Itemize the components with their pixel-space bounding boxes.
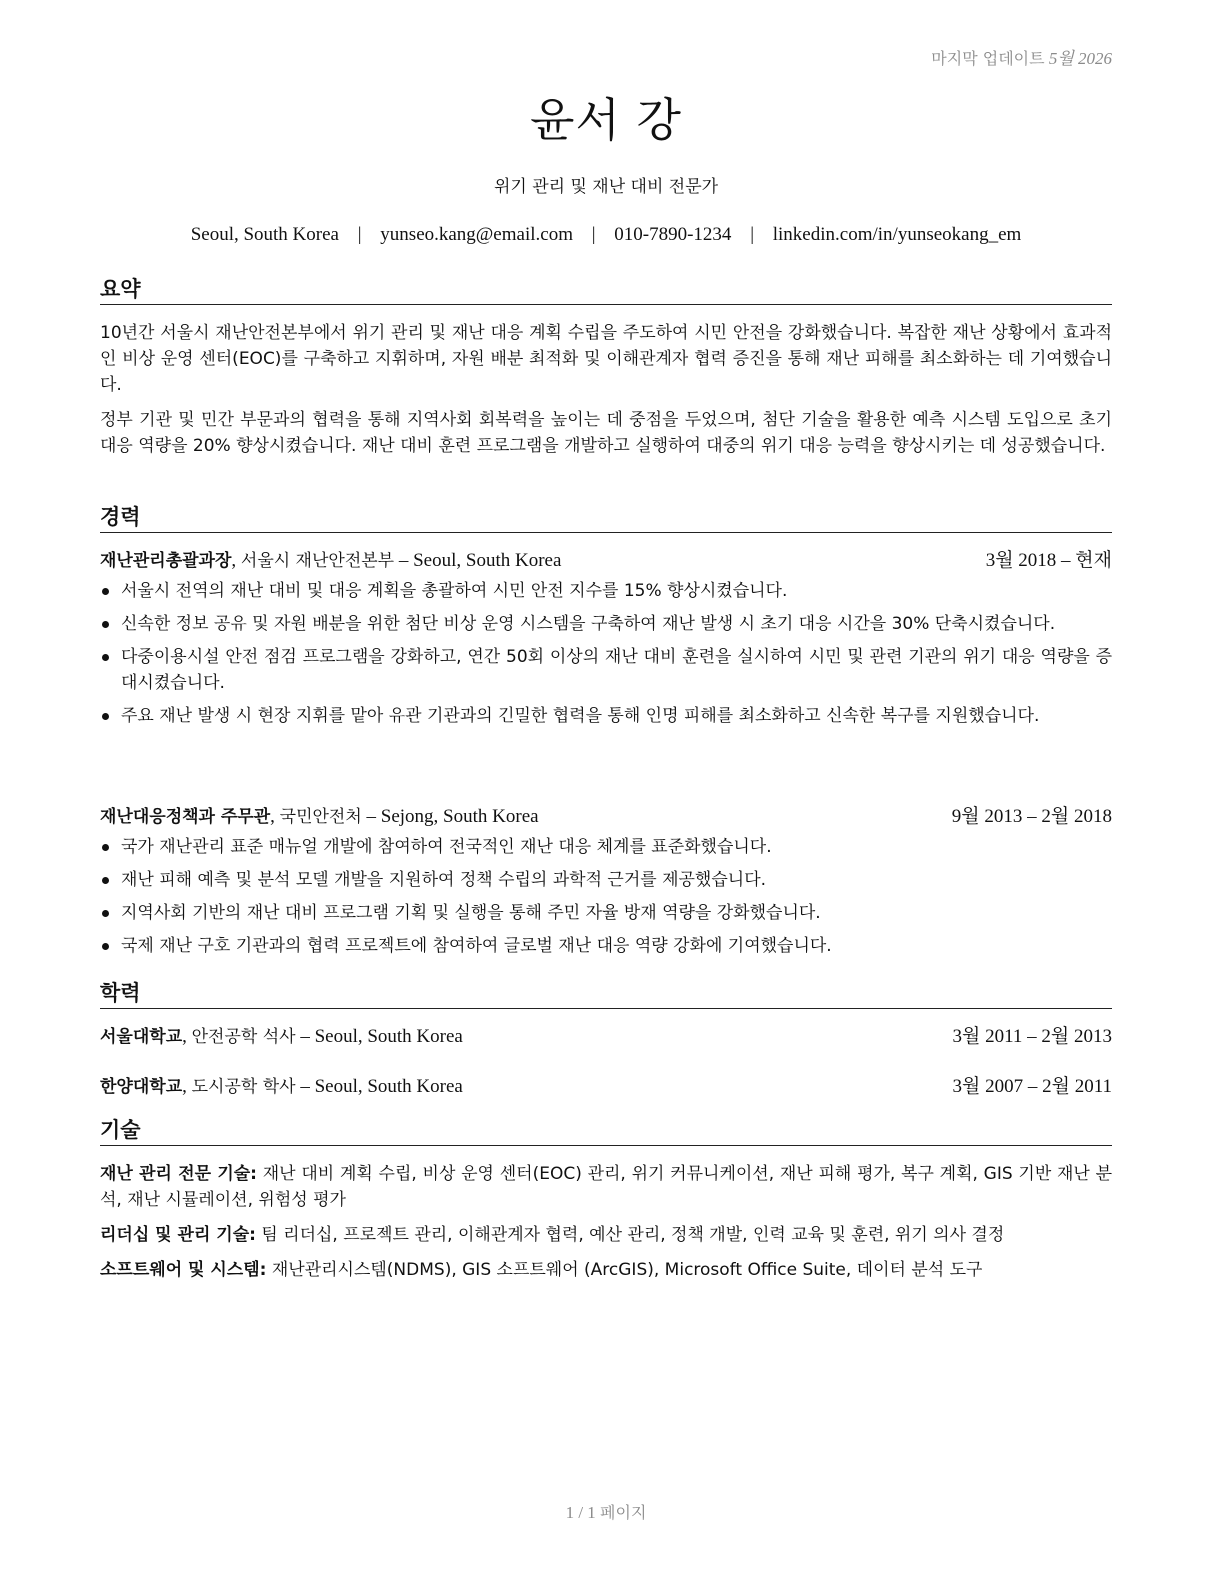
contact-linkedin[interactable]: linkedin.com/in/yunseokang_em [772,224,1022,245]
skill-item [100,1161,1112,1213]
job-bullets [100,834,1112,966]
job-location: Sejong, South Korea [380,806,539,827]
last-updated [931,44,1112,69]
education-item: 한양대학교, 도시공학 학사 – Seoul, South Korea 3월 2007 – 2월 2011 [100,1074,1112,1100]
bullet-icon [102,621,109,628]
job-location: Seoul, South Korea [413,550,562,571]
job-dates: 3월 2018 – 현재 [985,550,1112,571]
education-item: 서울대학교, 안전공학 석사 – Seoul, South Korea 3월 2011 – 2월 2013 [100,1024,1112,1050]
job-role: 재난관리총괄과장 [100,551,232,571]
education-location: Seoul, South Korea [314,1026,463,1047]
bullet-icon [102,654,109,661]
skill-item [100,1257,1112,1283]
section-title-education: 학력 [100,980,1112,1009]
job-dates: 9월 2013 – 2월 2018 [951,806,1112,827]
job-org: 서울시 재난안전본부 [240,551,395,571]
degree: 도시공학 학사 [191,1077,296,1097]
contact-separator: | [591,224,596,245]
contact-phone: 010-7890-1234 [614,224,732,245]
contact-separator: | [750,224,754,245]
list-item: 서울시 전역의 재난 대비 및 대응 계획을 총괄하여 시민 안전 지수를 15% 향상시켰습니다. [100,578,1112,604]
tagline: 위기 관리 및 재난 대비 전문가 [493,177,719,197]
resume-page [100,0,1112,1584]
job-role: 재난대응정책과 주무관 [100,807,271,827]
person-name: 윤서 강 [530,93,682,147]
bullet-icon [102,588,109,595]
job-bullets [100,578,1112,736]
section-title-skills: 기술 [100,1117,1112,1146]
skill-value: 재난 대비 계획 수립, 비상 운영 센터(EOC) 관리, 위기 커뮤니케이션, 재난 피해 평가, 복구 계획, GIS 기반 재난 분석, 재난 시뮬레이션, 위험성 평가 [100,1164,1113,1210]
page-number: 1 / 1 [565,1503,596,1522]
bullet-icon [102,713,109,720]
section-title-summary: 요약 [100,276,1112,305]
updated-label: 마지막 업데이트 [931,49,1045,68]
list-item: 국제 재난 구호 기관과의 협력 프로젝트에 참여하여 글로벌 재난 대응 역량 강화에 기여했습니다. [100,933,1112,959]
bullet-icon [102,910,109,917]
list-item: 재난 피해 예측 및 분석 모델 개발을 지원하여 정책 수립의 과학적 근거를 제공했습니다. [100,867,1112,893]
list-item: 주요 재난 발생 시 현장 지휘를 맡아 유관 기관과의 긴밀한 협력을 통해 인명 피해를 최소화하고 신속한 복구를 지원했습니다. [100,703,1112,729]
school-name: 한양대학교 [100,1077,183,1097]
education-dates: 3월 2007 – 2월 2011 [952,1076,1112,1097]
skill-item [100,1222,1112,1248]
skill-label: 재난 관리 전문 기술: [100,1164,257,1184]
list-item: 국가 재난관리 표준 매뉴얼 개발에 참여하여 전국적인 재난 대응 체계를 표준화했습니다. [100,834,1112,860]
summary-paragraph: 10년간 서울시 재난안전본부에서 위기 관리 및 재난 대응 계획 수립을 주도하여 시민 안전을 강화했습니다. 복잡한 재난 상황에서 효과적인 비상 운영 센터(EOC)를 구축하고 지휘하며, 자원 배분 최적화 및 이해관계자 협력 증진을 통해 재난 피해를 최소화하는 데 기여했습니다. [100,323,1112,395]
skill-label: 리더십 및 관리 기술: [100,1225,256,1245]
job-header: 재난대응정책과 주무관, 국민안전처 – Sejong, South Korea 9월 2013 – 2월 2018 [100,804,1112,830]
contact-location: Seoul, South Korea [190,224,339,245]
skill-value: 재난관리시스템(NDMS), GIS 소프트웨어 (ArcGIS), Microsoft Office Suite, 데이터 분석 도구 [271,1260,983,1280]
school-name: 서울대학교 [100,1027,183,1047]
summary-paragraph: 정부 기관 및 민간 부문과의 협력을 통해 지역사회 회복력을 높이는 데 중점을 두었으며, 첨단 기술을 활용한 예측 시스템 도입으로 초기 대응 역량을 20% 향상시켰습니다. 재난 대비 훈련 프로그램을 개발하고 실행하여 대중의 위기 대응 능력을 향상시키는 데 성공했습니다. [100,410,1112,456]
bullet-icon [102,943,109,950]
education-location: Seoul, South Korea [314,1076,463,1097]
list-item: 다중이용시설 안전 점검 프로그램을 강화하고, 연간 50회 이상의 재난 대비 훈련을 실시하여 시민 및 관련 기관의 위기 대응 역량을 증대시켰습니다. [100,644,1112,696]
list-item: 신속한 정보 공유 및 자원 배분을 위한 첨단 비상 운영 시스템을 구축하여 재난 발생 시 초기 대응 시간을 30% 단축시켰습니다. [100,611,1112,637]
bullet-icon [102,877,109,884]
degree: 안전공학 석사 [191,1027,296,1047]
education-dates: 3월 2011 – 2월 2013 [952,1026,1112,1047]
skill-value: 팀 리더십, 프로젝트 관리, 이해관계자 협력, 예산 관리, 정책 개발, 인력 교육 및 훈련, 위기 의사 결정 [261,1225,1005,1245]
page-footer [100,1500,1112,1523]
bullet-icon [102,844,109,851]
page-label: 페이지 [600,1503,647,1522]
contact-email[interactable]: yunseo.kang@email.com [380,224,573,245]
contact-separator: | [357,224,362,245]
job-org: 국민안전처 [279,807,362,827]
contact-line [100,224,1112,246]
updated-month: 5월 [1048,49,1074,68]
job-header: 재난관리총괄과장, 서울시 재난안전본부 – Seoul, South Korea 3월 2018 – 현재 [100,548,1112,574]
updated-year: 2026 [1078,49,1112,68]
section-title-experience: 경력 [100,504,1112,533]
skill-label: 소프트웨어 및 시스템: [100,1260,267,1280]
list-item: 지역사회 기반의 재난 대비 프로그램 기획 및 실행을 통해 주민 자율 방재 역량을 강화했습니다. [100,900,1112,926]
